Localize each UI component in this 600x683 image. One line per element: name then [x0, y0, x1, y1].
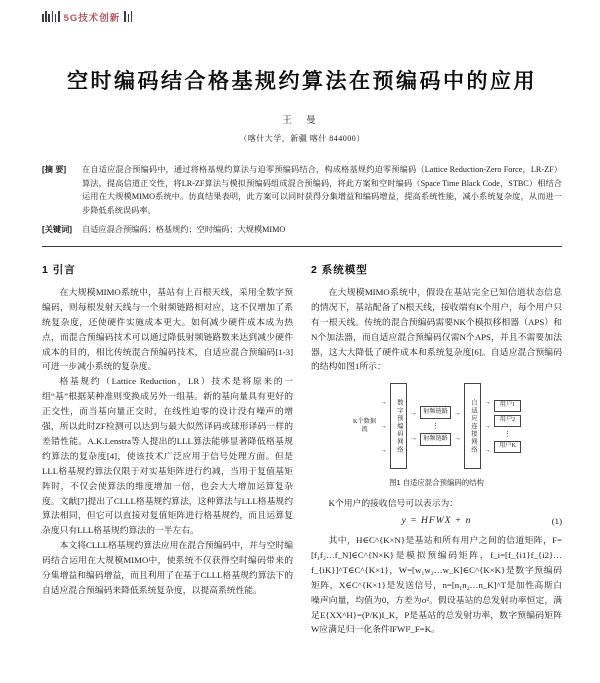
rf-chain-stack: [420, 406, 451, 446]
user-block: 用户2: [494, 415, 521, 427]
user-block: 用户1: [494, 400, 521, 412]
vertical-ellipsis: ⋮: [504, 429, 511, 438]
vertical-ellipsis: ⋮: [432, 422, 439, 431]
arrow-right-icon: →: [484, 445, 491, 454]
right-column: [311, 260, 562, 637]
keywords-label: [关键词]: [42, 225, 73, 235]
paragraph: 其中，H∈C^{K×N}是基站和所有用户之间的信道矩阵，F=[f₁f₂…f_N]∈C^{N×K}是模拟预编码矩阵，f_i=[f_{i1}f_{i2}…f_{iK}]^T∈C^{K×1}，W=[w₁w₂…w_K]∈C^{K×K}是数字预编码矩阵，X∈C^{K×1}是发送信号，n=[n₁n₂…n_K]^T是加性高斯白噪声向量，均值为0，方差为σ²。假设基站的总发射功率恒定，满足E{XX^H}=(P/K)I_K，P是基站的总发射功率，数字预编码矩阵W应满足归一化条件‖FW‖²_F=K。: [311, 535, 562, 635]
arrow-right-icon: →: [410, 434, 417, 443]
rf-chain-block: 射频链路: [420, 433, 451, 446]
figure-1-caption: 图1 自适应混合预编码的结构: [389, 478, 484, 488]
barcode-icon: [124, 11, 132, 22]
digital-precoding-network-block: 数字预编码网络: [390, 383, 407, 469]
arrow-group: [484, 390, 491, 462]
barcode-icon: [42, 11, 60, 22]
keywords-row: [42, 223, 562, 237]
two-column-body: [42, 260, 562, 637]
arrow-right-icon: →: [484, 421, 491, 430]
figure-1: [311, 380, 562, 491]
keywords-text: 自适应混合预编码；格基规约；空时编码；大规模MIMO: [82, 225, 286, 235]
journal-header: [42, 10, 562, 23]
abstract-label: [摘 要]: [42, 165, 67, 174]
arrow-right-icon: →: [484, 397, 491, 406]
figure-input-label: K个数据流: [352, 418, 377, 434]
section-2-heading: 2 系统模型: [311, 263, 368, 276]
arrow-group: [380, 390, 387, 462]
paragraph: 在大规模MIMO系统中，基站有上百根天线，采用全数字预编码，则每根发射天线与一个射频链路相对应，这不仅增加了系统复杂度，还使硬件实施成本更大。如何减少硬件成本成为热点，而混合预编码技术可以通过降低射频链路数来达到减少硬件成本的目的，相比传统混合预编码技术，自适应混合预编码[1-3]可进一步减小系统的复杂度。: [42, 286, 293, 372]
paragraph: 格基规约（Lattice Reduction，LR）技术是将原来的一组“基”根据某种准则变换成另外一组基。新的基向量具有更好的正交性，而当基向量正交时，在线性迫零的设计没有噪声的增强，所以此时ZF检测可以达到与最大似然译码或球形译码一样的差错性能。A.K.Lenstra等人提出的LLL算法能够显著降低格基规约算法的复杂度[4]，使该技术广泛应用于信号处理方面。但是LLL格基规约算法仅限于对实基矩阵进行约减，当用于复值基矩阵时，不仅会使算法的维度增加一倍，也会大大增加运算复杂度。文献[7]提出了CLLL格基规约算法，这种算法与LLL格基规约算法相同，但它可以直接对复值矩阵进行格基规约，而且运算复杂度只有LLL格基规约算法的一半左右。: [42, 376, 293, 536]
adaptive-connection-network-block: 自适应连接网络: [464, 383, 481, 469]
paragraph: 在大规模MIMO系统中，假设在基站完全已知信道状态信息的情况下，基站配备了N根天线，接收端有K个用户，每个用户只有一根天线。传统的混合预编码需要NK个模拟移相器（APS）和N个加法器，而自适应混合预编码仅需N个APS，并且不需要加法器，这大大降低了硬件成本和系统复杂度[6]。自适应混合预编码的结构如图1所示：: [311, 286, 562, 372]
arrow-group: [454, 401, 461, 451]
article-title: 空时编码结合格基规约算法在预编码中的应用: [67, 70, 537, 93]
author-affiliation: （喀什大学，新疆 喀什 844000）: [239, 134, 365, 143]
paragraph: 本文将CLLL格基规约算法应用在混合预编码中，并与空时编码结合运用在大规模MIMO中，使系统不仅获得空时编码带来的分集增益和编码增益，而且利用了在基于CLLL格基规约算法下的自适应混合预编码来降低系统复杂度，以提高系统性能。: [42, 540, 293, 595]
arrow-group: [410, 401, 417, 451]
equation-number: (1): [551, 516, 563, 527]
abstract-text: 在自适应混合预编码中，通过将格基规约算法与迫零预编码结合，构成格基规约迫零预编码（Lattice Reduction-Zero Force，LR-ZF）算法，提高信道正交性，将LR-ZF算法与模拟预编码组成混合预编码，将此方案和空时编码（Space Time Black Code，STBC）相结合运用在大规模MIMO系统中。仿真结果表明，此方案可以同时获得分集增益和编码增益，提高系统性能，减小系统复杂度，从而进一步降低系统误码率。: [82, 165, 562, 215]
equation-intro: K个用户的接收信号可以表示为：: [328, 498, 459, 509]
user-stack: [494, 400, 521, 453]
section-1-heading: 1 引言: [42, 263, 76, 276]
arrow-right-icon: →: [410, 409, 417, 418]
user-block: 用户K: [494, 441, 521, 453]
arrow-right-icon: →: [380, 445, 387, 454]
arrow-right-icon: →: [380, 421, 387, 430]
figure-1-diagram: [311, 380, 562, 472]
equation-expression: y = HFWX + n: [401, 516, 472, 527]
journal-name: 5G技术创新: [63, 12, 121, 24]
front-matter: [42, 163, 562, 247]
author-name: 王 曼: [282, 116, 322, 126]
arrow-right-icon: →: [454, 409, 461, 418]
equation-1: [311, 514, 562, 529]
arrow-right-icon: →: [454, 434, 461, 443]
rf-chain-block: 射频链路: [420, 406, 451, 419]
abstract-row: [42, 163, 562, 217]
arrow-right-icon: →: [380, 397, 387, 406]
left-column: [42, 260, 293, 637]
